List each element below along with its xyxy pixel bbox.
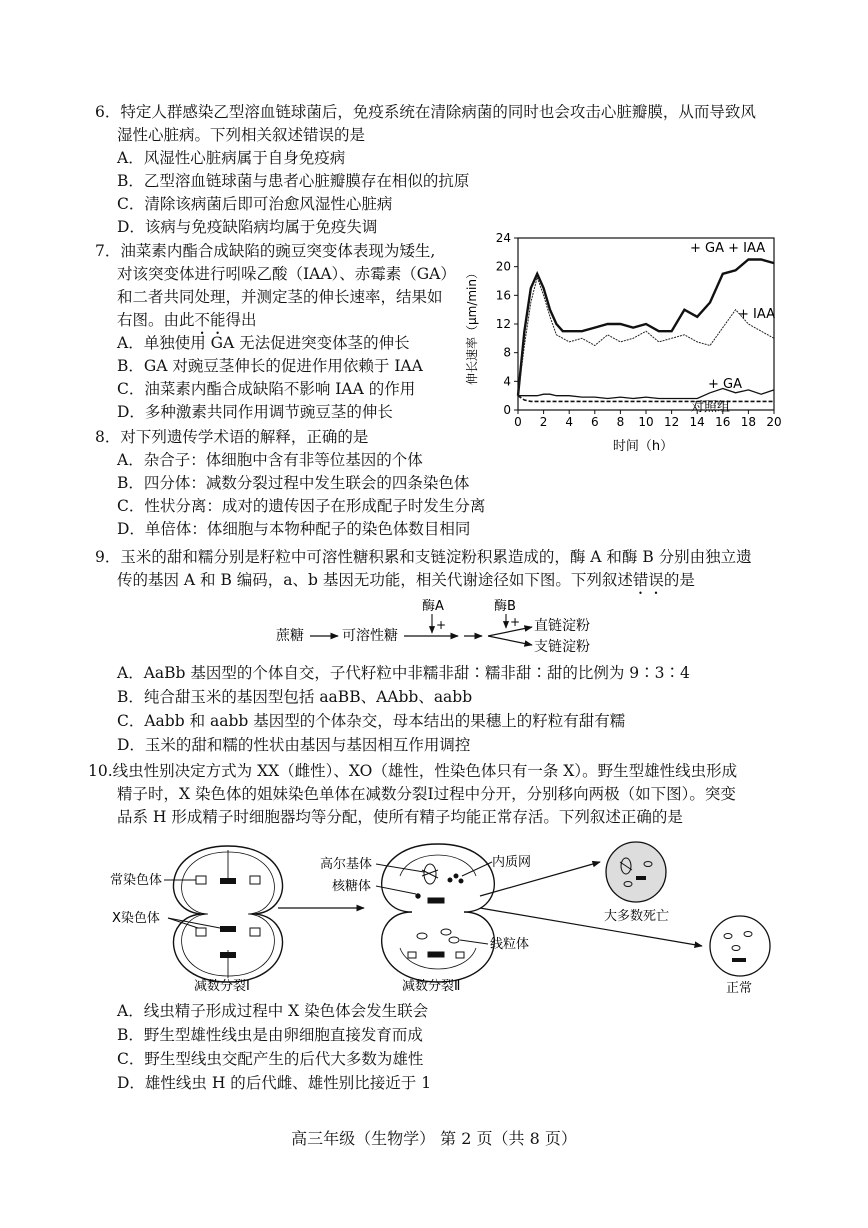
pathway-plus-b: + [510,615,521,629]
q10-stem-line3: 品系 H 形成精子时细胞器均等分配，使所有精子均能正常存活。下列叙述正确的是 [117,808,683,826]
dying-spermatid-cell [606,842,666,902]
q7-option-d: D．多种激素共同作用调节豌豆茎的伸长 [117,403,393,421]
fig-label-ribosome: 核糖体 [332,879,372,894]
fig-label-meiosis2: 减数分裂Ⅱ [402,979,461,994]
q9-emphasis: 错误 [632,571,664,589]
chart-axes [496,231,782,429]
q7-stem-line3: 和二者共同处理，并测定茎的伸长速率，结果如 [117,288,443,306]
x-tick-label: 12 [663,415,680,429]
x-tick-label: 8 [616,415,625,429]
q8-option-b: B．四分体：减数分裂过程中发生联会的四条染色体 [117,474,470,492]
q6-stem-line2: 湿性心脏病。下列相关叙述错误的是 [117,126,366,144]
x-tick-label: 10 [638,415,654,429]
q10-stem-line2: 精子时，X 染色体的姐妹染色单体在减数分裂Ⅰ过程中分开，分别移向两极（如下图）。突变 [117,785,736,803]
q10-option-d: D．雄性线虫 H 的后代雌、雄性别比接近于 1 [117,1074,432,1092]
q8-option-a: A．杂合子：体细胞中含有非等位基因的个体 [117,451,423,469]
q6-option-b: B．乙型溶血链球菌与患者心脏瓣膜存在相似的抗原 [117,172,470,190]
q9-option-a: A．AaBb 基因型的个体自交，子代籽粒中非糯非甜∶糯非甜∶甜的比例为 9∶3∶4 [117,664,690,682]
q9-option-d: D．玉米的甜和糯的性状由基因与基因相互作用调控 [117,736,471,754]
chart-x-label: 时间（h） [612,439,674,454]
q7-stem-line2: 对该突变体进行吲哚乙酸（IAA）、赤霉素（GA） [117,265,456,283]
q7-stem-line1: 7．油菜素内酯合成缺陷的豌豆突变体表现为矮生, [95,242,436,260]
q10-stem-line1: 10.线虫性别决定方式为 XX（雌性）、XO（雄性，性染色体只有一条 X）。野生型雄性线虫形成 [88,762,738,780]
q7-emphasis: 不能 [194,311,226,329]
q7-option-b: B．GA 对豌豆茎伸长的促进作用依赖于 IAA [117,357,423,375]
q6-stem-line1: 6．特定人群感染乙型溶血链球菌后，免疫系统在清除病菌的同时也会攻击心脏瓣膜，从而导致风 [95,103,756,121]
y-tick-label: 0 [503,403,511,417]
y-tick-label: 4 [503,374,511,389]
q8-stem: 8．对下列遗传学术语的解释，正确的是 [95,428,369,446]
q9-option-c: C．Aabb 和 aabb 基因型的个体杂交，母本结出的果穗上的籽粒有甜有糯 [117,712,626,730]
q8-option-c: C．性状分离：成对的遗传因子在形成配子时发生分离 [117,497,486,515]
y-tick-label: 12 [495,317,511,331]
q10-option-a: A．线虫精子形成过程中 X 染色体会发生联会 [117,1002,429,1020]
pathway-plus-a: + [436,618,447,632]
q9-stem-line1: 9．玉米的甜和糯分别是籽粒中可溶性糖积累和支链淀粉积累造成的，酶 A 和酶 B 分别由独立遗 [95,548,752,566]
x-tick-label: 4 [565,415,574,429]
x-tick-label: 2 [539,415,548,429]
y-tick-label: 8 [503,345,511,360]
fig-label-meiosis1: 减数分裂Ⅰ [194,979,250,994]
normal-spermatid-cell [710,916,770,976]
q10-meiosis-figure [100,836,780,996]
fig-label-x-chromosome: X染色体 [112,911,160,926]
q8-option-d: D．单倍体：体细胞与本物种配子的染色体数目相同 [117,520,471,538]
pathway-soluble-sugar: 可溶性糖 [342,628,398,644]
q7-stem-line4: 右图。由此不能得出 [117,311,257,329]
x-tick-label: 18 [740,415,757,429]
q6-option-d: D．该病与免疫缺陷病均属于免疫失调 [117,218,378,236]
pathway-amylose: 直链淀粉 [534,618,590,634]
q7-option-a: A．单独使用 GA 无法促进突变体茎的伸长 [117,334,410,352]
fig-label-autosome: 常染色体 [110,873,163,888]
x-tick-label: 6 [590,415,599,429]
series-label-control: 对照组 [691,400,731,415]
x-tick-label: 14 [689,415,705,429]
q6-option-a: A．风湿性心脏病属于自身免疫病 [117,149,346,167]
x-tick-label: 20 [766,415,782,429]
pathway-sucrose: 蔗糖 [276,628,304,644]
meiosis2-cell [382,844,495,982]
q9-option-b: B．纯合甜玉米的基因型包括 aaBB、AAbb、aabb [117,688,473,706]
pathway-amylopectin: 支链淀粉 [534,639,590,655]
q10-option-c: C．野生型线虫交配产生的后代大多数为雄性 [117,1050,424,1068]
meiosis2-organelles [408,864,464,958]
q9-stem-line2: 传的基因 A 和 B 编码，a、b 基因无功能，相关代谢途径如下图。下列叙述错误的是 [117,571,695,589]
series-label-ga: + GA [708,377,742,392]
q9-pathway-diagram [270,596,630,656]
x-tick-label: 16 [715,415,731,429]
series-label-ga-iaa: + GA + IAA [690,241,766,256]
y-tick-label: 16 [495,288,511,303]
fig-label-most-die: 大多数死亡 [604,909,670,924]
meiosis1-cell [174,846,283,982]
fig-label-golgi: 高尔基体 [320,857,373,872]
page-footer: 高三年级（生物学） 第 2 页（共 8 页） [291,1129,577,1148]
q10-option-b: B．野生型雄性线虫是由卵细胞直接发育而成 [117,1026,423,1044]
meiosis1-chromosomes [196,876,260,958]
pathway-enzyme-a: 酶A [422,599,444,614]
series-line-ga-iaa [518,260,774,396]
q6-option-c: C．清除该病菌后即可治愈风湿性心脏病 [117,195,393,213]
q7-growth-chart [460,228,790,460]
series-label-iaa: + IAA [738,307,776,322]
q7-option-c: C．油菜素内酯合成缺陷不影响 IAA 的作用 [117,380,416,398]
y-tick-label: 24 [495,231,511,245]
fig-label-normal: 正常 [726,981,753,996]
fig-label-er: 内质网 [492,855,532,870]
y-tick-label: 20 [495,259,511,274]
fig-label-mitochondria: 线粒体 [490,937,530,952]
chart-y-label: 伸长速率（μm/min） [465,267,479,385]
pathway-enzyme-b: 酶B [494,599,516,614]
x-tick-label: 0 [514,415,522,429]
